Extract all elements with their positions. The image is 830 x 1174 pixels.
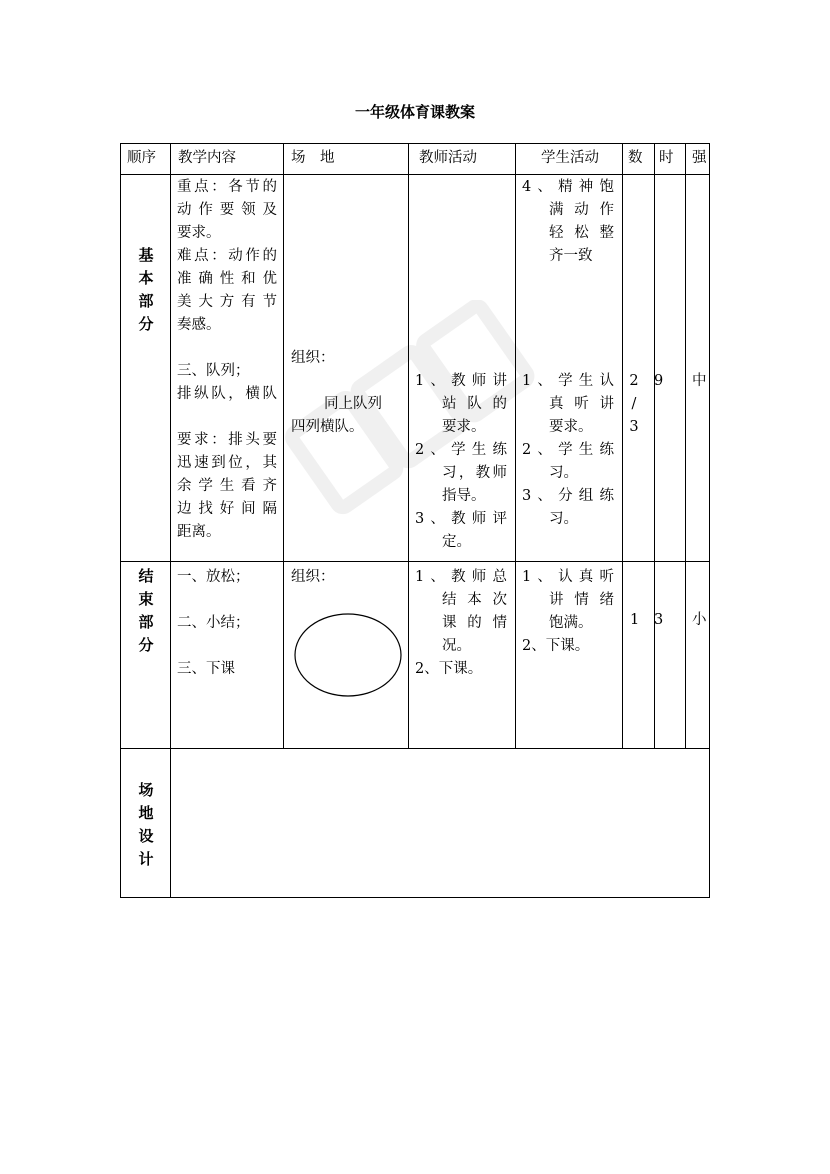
basic-student-top-activity: 4、精神饱 满动作 轻松整 齐一致 [522, 179, 614, 264]
closing-venue-org-label: 组织： [291, 569, 335, 585]
basic-time: 9 [654, 373, 664, 389]
basic-count: 2 / 3 [629, 373, 639, 435]
header-intensity: 强 [692, 150, 707, 166]
closing-section-label: 结 束 部 分 [138, 567, 154, 654]
basic-intensity: 中 [692, 373, 707, 389]
closing-teaching-content: 一、放松； 二、小结； 三、下课 [177, 569, 250, 677]
circle-formation-icon [293, 612, 403, 698]
header-student: 学生活动 [541, 150, 599, 166]
basic-venue-line2: 四列横队。 [291, 419, 364, 435]
closing-teacher-activity: 1、教师总 结本次 课的情 况。 2、下课。 [415, 569, 507, 677]
basic-teacher-activity: 1、教师讲 站队的 要求。 2、学生练 习，教师 指导。 3、教师评 定。 [415, 373, 507, 550]
header-order: 顺序 [127, 150, 156, 166]
design-area [171, 750, 709, 897]
basic-teaching-content: 重点：各节的 动作要领及 要求。 难点：动作的 准确性和优 美大方有节 奏感。 三、队列； 排纵队，横队 要求：排头要 迅速到位，其 余学生看齐 边找好间隔 距离。 [177, 179, 277, 540]
closing-count: 1 [630, 612, 640, 628]
closing-time: 3 [654, 612, 664, 628]
basic-venue-org-label: 组织： [291, 350, 335, 366]
header-time: 时 [659, 150, 674, 166]
header-content: 教学内容 [178, 150, 236, 166]
basic-venue-line1: 同上队列 [324, 396, 382, 412]
closing-intensity: 小 [692, 612, 707, 628]
page-title: 一年级体育课教案 [354, 103, 475, 121]
closing-student-activity: 1、认真听 讲情绪 饱满。 2、下课。 [522, 569, 614, 654]
basic-section-label: 基 本 部 分 [138, 246, 154, 333]
header-count: 数 [628, 150, 643, 166]
basic-student-activity: 1、学生认 真听讲 要求。 2、学生练 习。 3、分组练 习。 [522, 373, 614, 527]
design-section-label: 场 地 设 计 [138, 781, 154, 868]
header-venue: 场 地 [291, 150, 335, 166]
header-teacher: 教师活动 [419, 150, 477, 166]
